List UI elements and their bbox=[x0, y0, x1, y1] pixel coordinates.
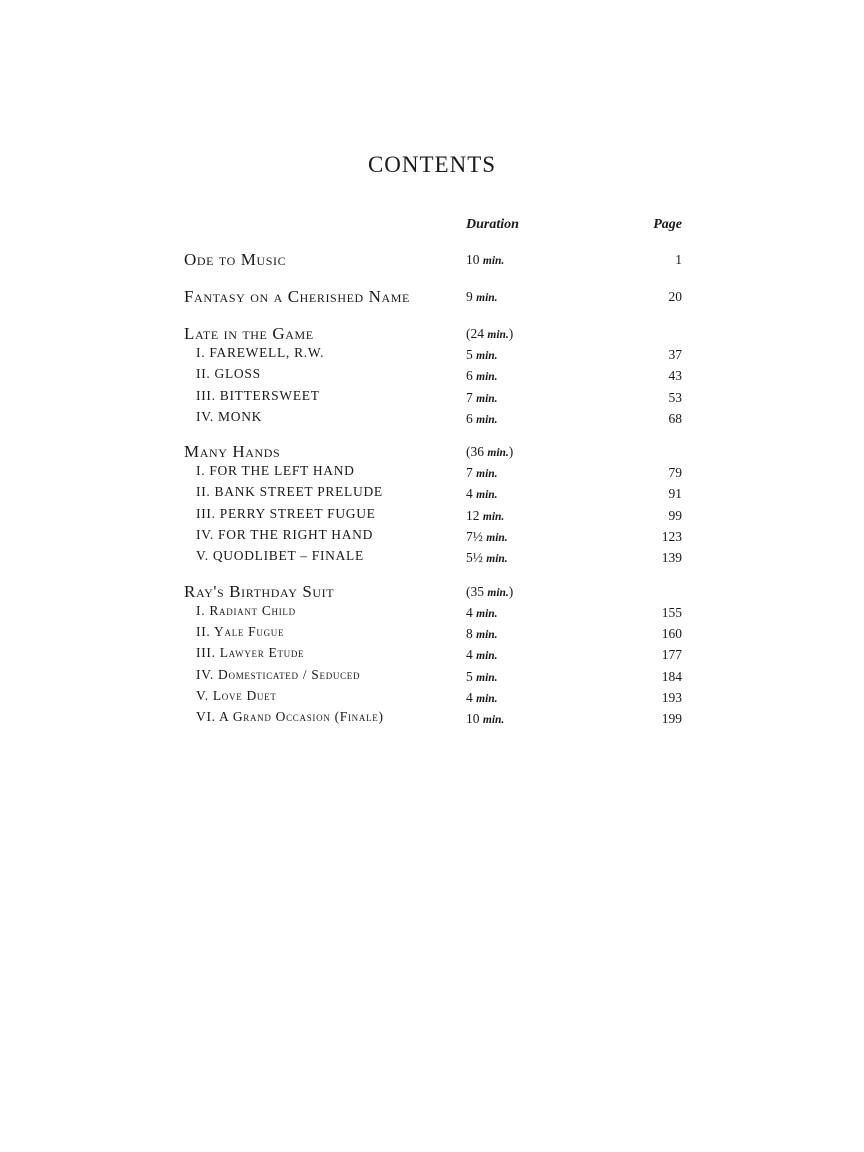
section-spacer bbox=[184, 430, 682, 442]
movement-entry bbox=[184, 624, 682, 645]
duration-close: ) bbox=[508, 444, 514, 460]
duration-unit: min. bbox=[476, 607, 498, 620]
duration-value: 5 bbox=[466, 347, 477, 362]
movement-entry bbox=[184, 506, 682, 527]
duration-unit: min. bbox=[476, 692, 498, 705]
entry-duration bbox=[466, 690, 498, 706]
entry-title: III. PERRY STREET FUGUE bbox=[196, 505, 376, 521]
entry-duration bbox=[466, 368, 498, 384]
duration-unit: min. bbox=[476, 671, 498, 684]
suite-entry bbox=[184, 324, 682, 345]
duration-value: 5 bbox=[466, 668, 477, 684]
entry-title: Late in the Game bbox=[184, 324, 314, 343]
entry-page-number: 199 bbox=[661, 711, 682, 727]
duration-unit: min. bbox=[476, 371, 498, 384]
entry-page-number: 20 bbox=[668, 289, 682, 304]
movement-entry bbox=[184, 527, 682, 548]
work-entry bbox=[184, 250, 682, 287]
entry-title: III. BITTERSWEET bbox=[196, 387, 320, 403]
duration-unit: min. bbox=[486, 553, 508, 566]
movement-entry bbox=[184, 688, 682, 709]
entry-title: Many Hands bbox=[184, 442, 281, 462]
duration-value: 7 bbox=[466, 389, 477, 405]
duration-unit: min. bbox=[482, 714, 505, 727]
entry-duration bbox=[466, 347, 498, 363]
duration-value: (24 bbox=[466, 326, 488, 341]
duration-unit: min. bbox=[476, 292, 498, 304]
entry-duration bbox=[466, 508, 504, 524]
suite-entry bbox=[184, 442, 682, 463]
entry-duration bbox=[466, 390, 498, 406]
duration-close: ) bbox=[508, 583, 514, 599]
movement-entry bbox=[184, 709, 682, 730]
entry-title: V. Love Duet bbox=[196, 687, 277, 703]
entry-title: I. Radiant Child bbox=[196, 602, 296, 618]
entry-duration bbox=[466, 444, 513, 460]
page-column-header: Page bbox=[653, 217, 682, 232]
entry-title: IV. FOR THE RIGHT HAND bbox=[196, 527, 374, 543]
entry-page-number: 1 bbox=[675, 252, 682, 267]
duration-unit: min. bbox=[476, 413, 498, 426]
section-spacer bbox=[184, 570, 682, 582]
movement-entry bbox=[184, 645, 682, 666]
duration-close: ) bbox=[508, 326, 514, 341]
duration-unit: min. bbox=[486, 532, 508, 545]
duration-value: 10 bbox=[466, 252, 483, 267]
entry-title: VI. A Grand Occasion (Finale) bbox=[196, 709, 384, 725]
movement-entry bbox=[184, 484, 682, 505]
entry-title: I. FAREWELL, R.W. bbox=[196, 345, 325, 360]
duration-unit: min. bbox=[482, 510, 505, 523]
entry-title: V. QUODLIBET – FINALE bbox=[196, 548, 364, 564]
duration-value: 4 bbox=[466, 647, 477, 663]
entry-duration bbox=[466, 605, 498, 621]
movement-entry bbox=[184, 667, 682, 688]
entry-duration bbox=[466, 289, 498, 305]
entry-duration bbox=[466, 550, 508, 566]
entry-title: II. GLOSS bbox=[196, 366, 261, 382]
duration-value: 6 bbox=[466, 368, 477, 384]
movement-entry bbox=[184, 388, 682, 409]
movement-entry bbox=[184, 345, 682, 366]
entry-title: II. BANK STREET PRELUDE bbox=[196, 484, 383, 500]
duration-unit: min. bbox=[476, 392, 498, 405]
entry-title: III. Lawyer Etude bbox=[196, 645, 305, 661]
entry-duration bbox=[466, 711, 504, 727]
entry-title: IV. Domesticated / Seduced bbox=[196, 666, 361, 682]
duration-value: 5½ bbox=[466, 550, 487, 566]
entry-duration bbox=[466, 326, 513, 342]
duration-unit: min. bbox=[476, 468, 498, 481]
entry-duration bbox=[466, 626, 498, 642]
duration-column-header: Duration bbox=[466, 217, 519, 232]
entry-title: IV. MONK bbox=[196, 408, 263, 424]
entry-page-number: 99 bbox=[668, 507, 682, 523]
entry-page-number: 177 bbox=[661, 647, 682, 663]
entry-duration bbox=[466, 411, 498, 427]
entry-title: Ray's Birthday Suit bbox=[184, 581, 335, 601]
entry-title: Fantasy on a Cherished Name bbox=[184, 287, 410, 306]
suite-entry bbox=[184, 582, 682, 603]
duration-value: (36 bbox=[466, 444, 488, 460]
duration-value: 6 bbox=[466, 410, 477, 426]
duration-value: 7½ bbox=[466, 529, 487, 545]
work-entry bbox=[184, 287, 682, 324]
duration-unit: min. bbox=[476, 489, 498, 502]
duration-value: 4 bbox=[466, 486, 477, 502]
duration-unit: min. bbox=[487, 329, 509, 341]
entry-page-number: 155 bbox=[661, 604, 682, 620]
duration-value: 12 bbox=[466, 507, 483, 523]
entry-duration bbox=[466, 529, 508, 545]
entry-duration bbox=[466, 584, 513, 600]
duration-value: (35 bbox=[466, 583, 488, 599]
contents-list bbox=[184, 250, 682, 730]
movement-entry bbox=[184, 366, 682, 387]
movement-entry bbox=[184, 548, 682, 569]
entry-page-number: 160 bbox=[661, 625, 682, 641]
entry-page-number: 193 bbox=[661, 689, 682, 705]
duration-value: 10 bbox=[466, 711, 483, 727]
duration-unit: min. bbox=[476, 628, 498, 641]
duration-value: 8 bbox=[466, 625, 477, 641]
entry-page-number: 184 bbox=[661, 668, 682, 684]
movement-entry bbox=[184, 603, 682, 624]
movement-entry bbox=[184, 463, 682, 484]
duration-value: 4 bbox=[466, 689, 477, 705]
entry-page-number: 139 bbox=[661, 550, 682, 566]
entry-title: Ode to Music bbox=[184, 250, 287, 269]
entry-duration bbox=[466, 669, 498, 685]
duration-unit: min. bbox=[487, 447, 509, 460]
entry-duration bbox=[466, 647, 498, 663]
duration-unit: min. bbox=[482, 255, 505, 267]
entry-page-number: 68 bbox=[668, 410, 682, 426]
entry-page-number: 79 bbox=[668, 465, 682, 481]
entry-duration bbox=[466, 486, 498, 502]
duration-unit: min. bbox=[476, 650, 498, 663]
entry-title: II. Yale Fugue bbox=[196, 623, 285, 639]
duration-unit: min. bbox=[487, 586, 509, 599]
movement-entry bbox=[184, 409, 682, 430]
page-title: CONTENTS bbox=[367, 152, 497, 177]
duration-value: 7 bbox=[466, 465, 477, 481]
duration-value: 4 bbox=[466, 604, 477, 620]
entry-duration bbox=[466, 465, 498, 481]
entry-title: I. FOR THE LEFT HAND bbox=[196, 463, 355, 479]
entry-page-number: 37 bbox=[668, 347, 682, 362]
duration-unit: min. bbox=[476, 350, 498, 362]
entry-page-number: 53 bbox=[668, 389, 682, 405]
entry-duration bbox=[466, 252, 504, 268]
entry-page-number: 91 bbox=[668, 486, 682, 502]
duration-value: 9 bbox=[466, 289, 477, 304]
entry-page-number: 123 bbox=[661, 529, 682, 545]
entry-page-number: 43 bbox=[668, 368, 682, 384]
